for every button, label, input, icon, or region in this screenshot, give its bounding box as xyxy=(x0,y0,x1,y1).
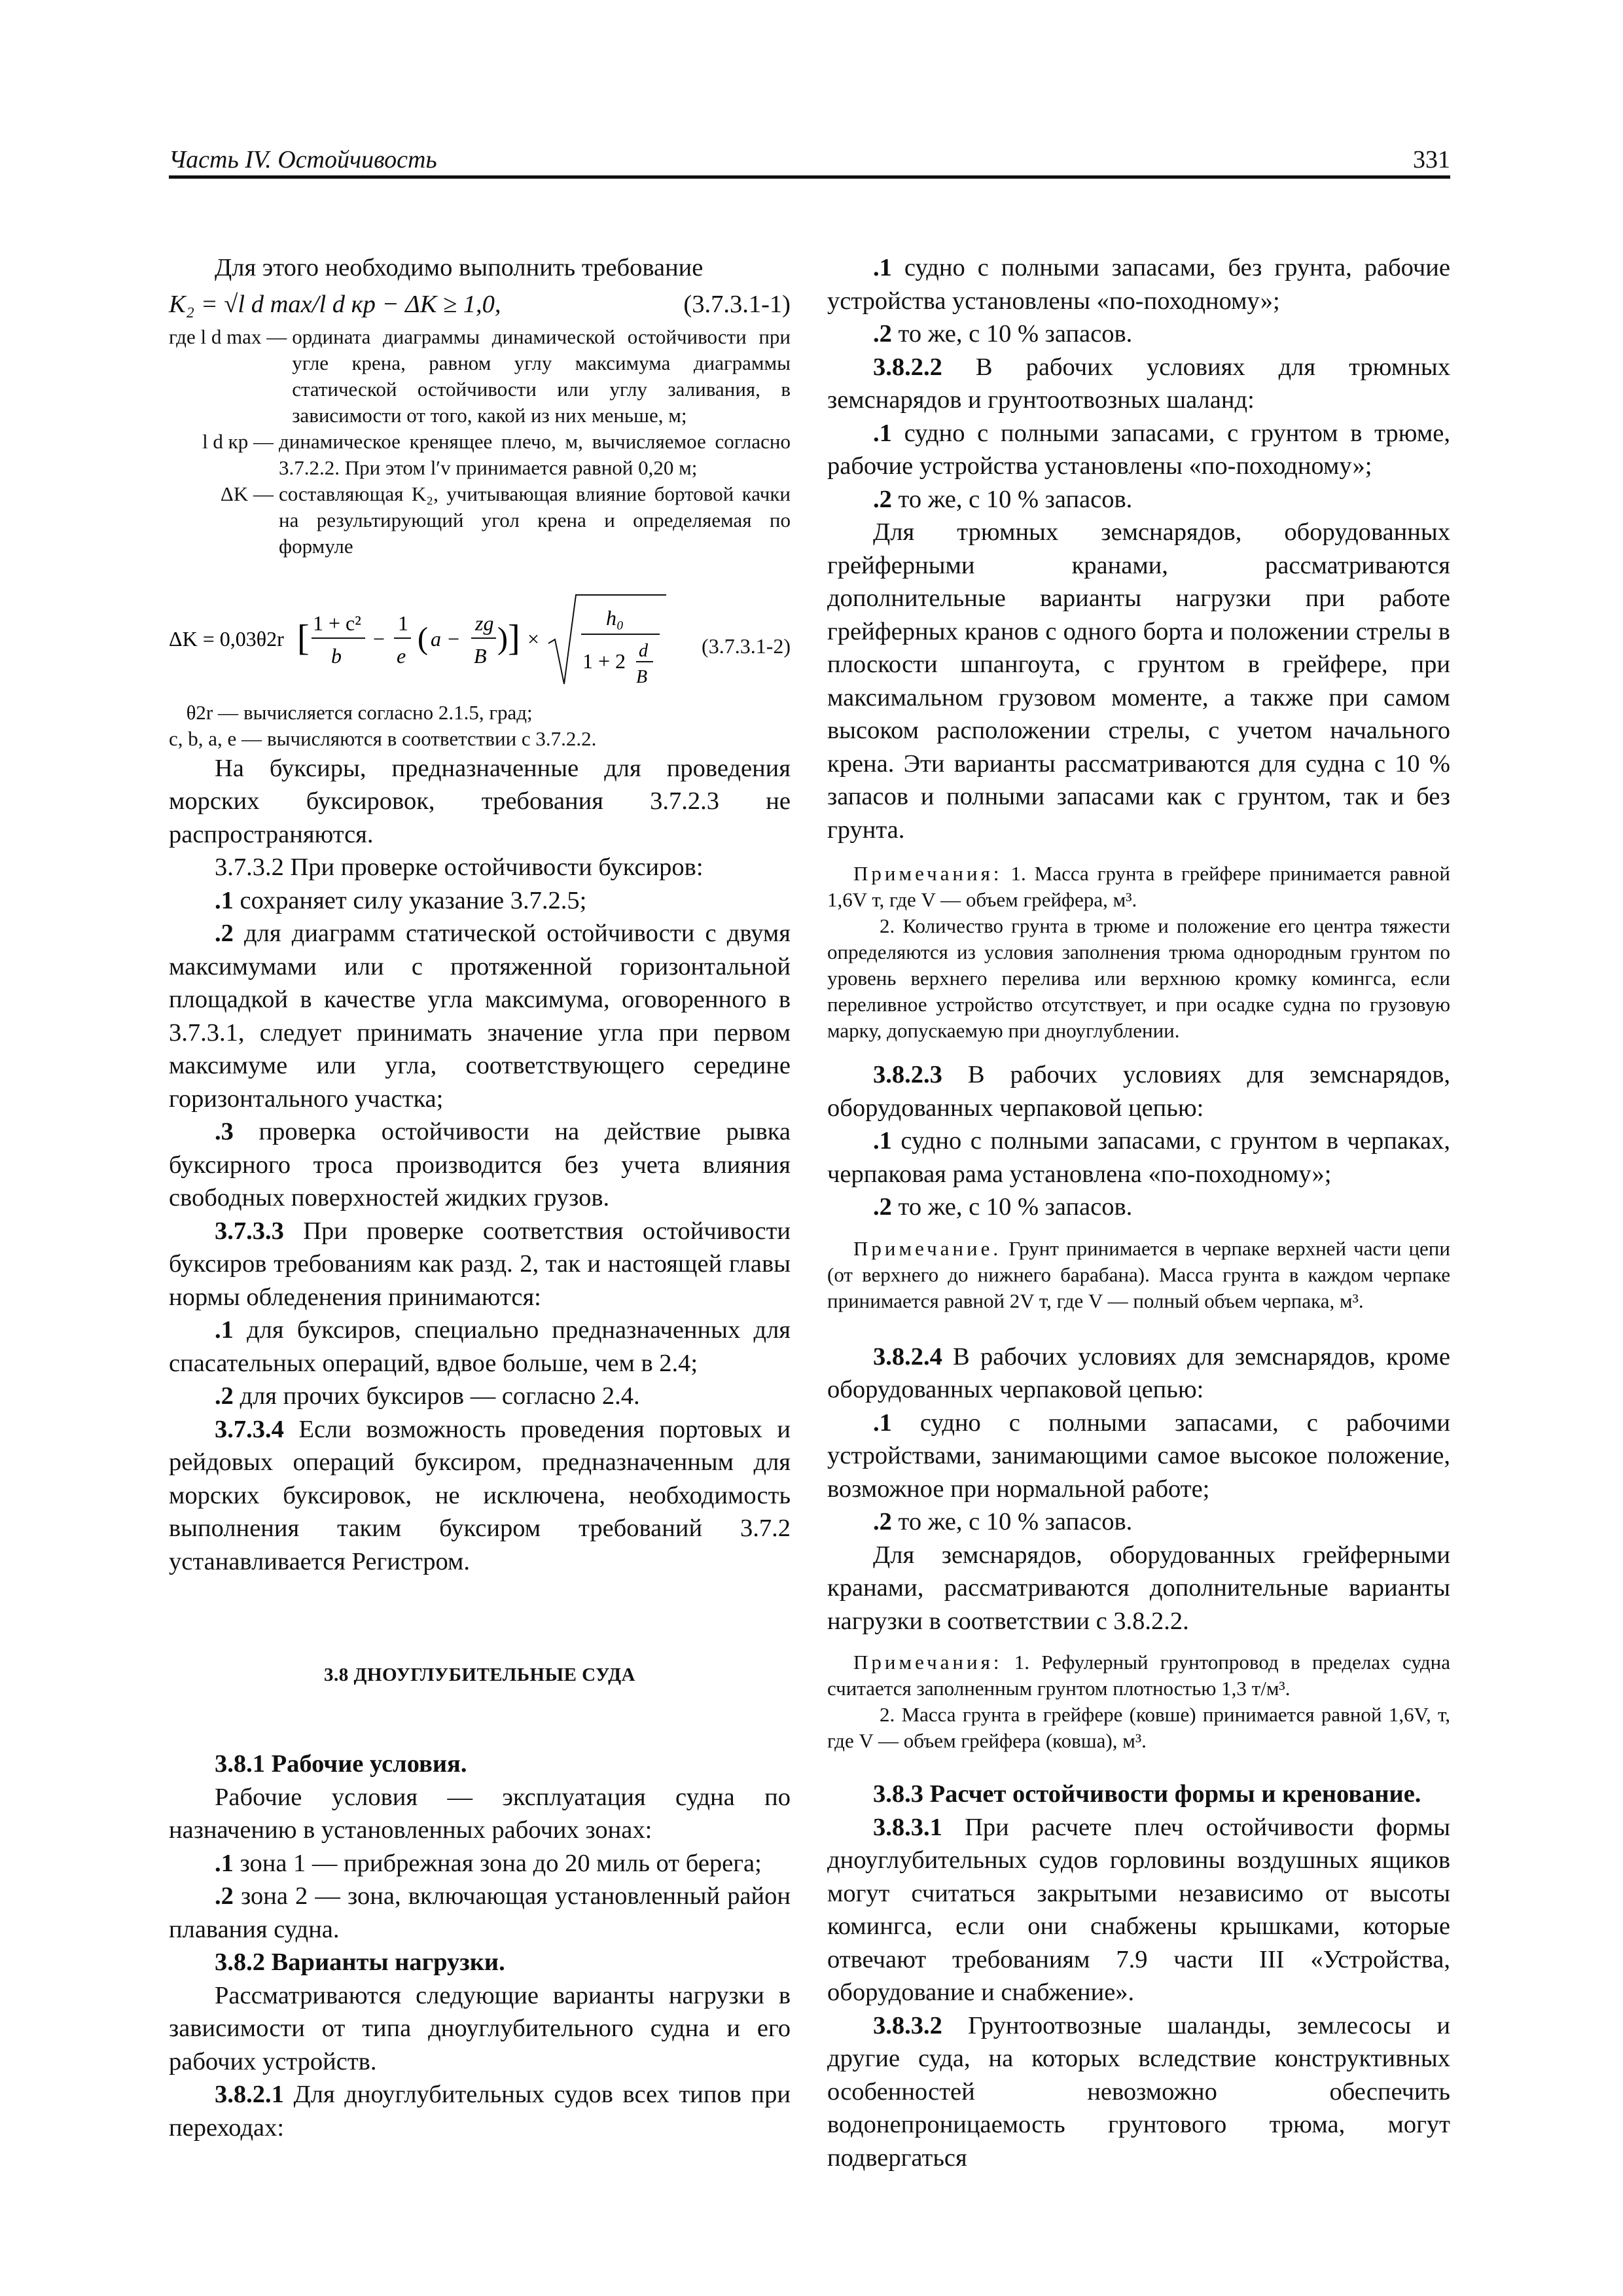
paragraph xyxy=(827,1811,1450,2009)
paragraph: Рассматриваются следующие варианты нагрузки в зависимости от типа дноуглубительного судна и его рабочих устройств. xyxy=(169,1981,791,2075)
note-label: Примечание. xyxy=(853,1236,1002,1260)
item-number: .3 xyxy=(215,1118,234,1145)
paragraph xyxy=(169,1880,791,1946)
paragraph xyxy=(827,251,1450,317)
paragraph xyxy=(827,1191,1450,1224)
note: 2. Количество грунта в трюме и положение его центра тяжести определяются из условия заполнения трюма однородным грунтом по уровень верхнего перелива или верхнюю кромку комингса, если переливное устройство отсутствует, и при осадке судна по грузовую марку, допускаемую при дноуглублении. xyxy=(827,914,1450,1042)
clause-number: 3.7.3.2 xyxy=(215,853,284,881)
frac1-denominator: b xyxy=(331,643,342,668)
clause-text: При проверке остойчивости буксиров: xyxy=(283,853,704,881)
root-den-numerator: d xyxy=(639,640,648,661)
minus-sign: − xyxy=(373,626,385,651)
paragraph xyxy=(827,1124,1450,1191)
item-text: зона 1 — прибрежная зона до 20 миль от берега; xyxy=(233,1849,762,1877)
definition-term: где l d max — xyxy=(169,325,287,348)
clause-text: При проверке соответствия остойчивости буксиров требованиям как разд. 2, так и настоящей главы нормы обледенения принимаются: xyxy=(169,1217,791,1311)
page-number: 331 xyxy=(1413,146,1450,173)
bracket-right: ] xyxy=(508,617,520,658)
definition-term: c, b, a, e — xyxy=(169,726,262,750)
paragraph: Для земснарядов, оборудованных грейферными кранами, рассматриваются дополнительные варианты нагрузки в соответствии с 3.8.2.2. xyxy=(827,1541,1450,1635)
formula-number: (3.7.3.1-1) xyxy=(683,290,791,318)
subsection-heading: 3.8.1 Рабочие условия. xyxy=(215,1750,467,1778)
definitions-list xyxy=(169,324,791,560)
item-number: .1 xyxy=(873,1127,892,1155)
clause-number: 3.8.2.1 xyxy=(215,2081,284,2108)
item-number: .2 xyxy=(873,320,892,348)
clause-text: При расчете плеч остойчивости формы дноуглубительных судов горловины воздушных ящиков могут считаться закрытыми независимо от высоты комингса, если они снабжены крышками, которые отвечают требованиям 7.9 части III «Устройства, оборудование и снабжение». xyxy=(827,1813,1450,2006)
item-text: для буксиров, специально предназначенных для спасательных операций, вдвое больше, чем в 2.4; xyxy=(169,1316,791,1377)
left-column xyxy=(169,251,791,2144)
definition-item xyxy=(169,429,791,481)
item-number: .2 xyxy=(215,920,234,947)
root-numerator: h₀ xyxy=(606,605,624,630)
paragraph xyxy=(827,417,1450,483)
paragraph xyxy=(827,1058,1450,1124)
paren-right: ) xyxy=(497,620,508,656)
item-number: .2 xyxy=(873,1508,892,1535)
clause-text: В рабочих условиях для земснарядов, кроме оборудованных черпаковой цепью: xyxy=(827,1342,1450,1403)
clause-number: 3.8.2.2 xyxy=(873,353,942,381)
paragraph xyxy=(169,1115,791,1215)
section-heading: 3.8 ДНОУГЛУБИТЕЛЬНЫЕ СУДА xyxy=(324,1664,635,1685)
times-sign: × xyxy=(527,626,540,651)
formula-expression: K₂ = √l d max/l d кр − ΔK ≥ 1,0, xyxy=(169,290,501,318)
item-text: то же, с 10 % запасов. xyxy=(891,1193,1133,1221)
paragraph xyxy=(827,317,1450,351)
note: 2. Масса грунта в грейфере (ковше) принимается равной 1,6V, т, где V — объем грейфера (ковша), м³. xyxy=(827,1703,1450,1752)
paragraph xyxy=(827,483,1450,516)
item-number: .1 xyxy=(873,254,892,281)
clause-text: Грунтоотвозные шаланды, землесосы и другие суда, на которых вследствие конструктивных особенностей невозможно обеспечить водонепроницаемость грунтового трюма, могут подвергаться xyxy=(827,2011,1450,2172)
paragraph xyxy=(169,1215,791,1314)
paragraph xyxy=(169,1847,791,1880)
item-text: проверка остойчивости на действие рывка буксирного троса производится без учета влияния свободных поверхностей жидких грузов. xyxy=(169,1118,791,1211)
clause-text: В рабочих условиях для трюмных земснарядов и грунтоотвозных шаланд: xyxy=(827,353,1450,414)
item-number: .1 xyxy=(215,1316,234,1344)
note xyxy=(827,861,1450,913)
formula-3-7-3-1-2 xyxy=(169,575,791,700)
paragraph: Рабочие условия — эксплуатация судна по назначению в установленных рабочих зонах: xyxy=(169,1783,791,1844)
paragraph xyxy=(827,1407,1450,1506)
item-text: для прочих буксиров — согласно 2.4. xyxy=(233,1382,640,1410)
frac2-numerator: 1 xyxy=(398,611,408,635)
header-rule xyxy=(169,175,1450,179)
formula-3-7-3-1-1 xyxy=(169,285,791,324)
paragraph xyxy=(169,851,791,884)
definition-term: ΔK — xyxy=(220,482,274,505)
note xyxy=(827,1649,1450,1702)
root-den-denominator: B xyxy=(636,666,648,687)
paragraph: На буксиры, предназначенные для проведения морских буксировок, требования 3.7.2.3 не распространяются. xyxy=(169,754,791,848)
clause-number: 3.8.2.3 xyxy=(873,1061,942,1088)
root-denominator: 1 + 2 xyxy=(582,649,626,673)
note-text: 1. Масса грунта в грейфере принимается равной 1,6V т, где V — объем грейфера, м³. xyxy=(827,862,1450,911)
clause-text: Для дноуглубительных судов всех типов при переходах: xyxy=(169,2081,791,2142)
definition-text: вычисляется согласно 2.1.5, град; xyxy=(243,700,533,724)
clause-text: В рабочих условиях для земснарядов, оборудованных черпаковой цепью: xyxy=(827,1061,1450,1122)
definition-item xyxy=(169,324,791,429)
definition-text: ордината диаграммы динамической остойчивости при угле крена, равном углу максимума диаграммы статической остойчивости или углу заливания, в зависимости от того, какой из них меньше, м; xyxy=(292,325,791,427)
definition-item xyxy=(169,700,791,726)
paragraph xyxy=(169,2078,791,2144)
clause-number: 3.8.3.1 xyxy=(873,1813,942,1841)
item-text: для диаграмм статической остойчивости с двумя максимумами или с протяженной горизонтальной площадкой в качестве угла максимума, оговоренного в 3.7.3.1, следует принимать значение угла при первом максимуме или угла, соответствующего середине горизонтального участка; xyxy=(169,920,791,1113)
item-number: .1 xyxy=(873,1408,892,1437)
definition-term: l d кр — xyxy=(202,429,274,453)
frac3-denominator: B xyxy=(474,643,487,668)
item-text: сохраняет силу указание 3.7.2.5; xyxy=(233,886,587,914)
item-text: то же, с 10 % запасов. xyxy=(891,1508,1133,1535)
paragraph xyxy=(169,1413,791,1579)
item-number: .2 xyxy=(873,485,892,513)
paragraph xyxy=(827,2009,1450,2175)
frac1-numerator: 1 + c² xyxy=(313,611,361,635)
frac3-numerator: zg xyxy=(475,611,494,635)
frac2-denominator: e xyxy=(397,643,406,668)
note-text: Грунт принимается в черпаке верхней части цепи (от верхнего до нижнего барабана). Масса грунта в каждом черпаке принимается равной 2V т, где V — полный объем черпака, м³. xyxy=(827,1236,1450,1312)
subsection-heading: 3.8.2 Варианты нагрузки. xyxy=(215,1948,505,1976)
item-number: .1 xyxy=(873,419,892,447)
subsection-heading: 3.8.3 Расчет остойчивости формы и кренование. xyxy=(873,1780,1421,1808)
paragraph: Для этого необходимо выполнить требование xyxy=(215,254,704,281)
item-text: то же, с 10 % запасов. xyxy=(891,320,1133,348)
note-label: Примечания: xyxy=(853,862,1003,885)
paragraph: Для трюмных земснарядов, оборудованных грейферными кранами, рассматриваются дополнительные варианты нагрузки при работе грейферных кранов с одного борта и положении стрелы в плоскости шпангоута, с грунтом в грейфере, при максимальном грузовом моменте, а также при самом высоком расположении стрелы, с учетом начального крена. Эти варианты рассматриваются для судна с 10 % запасов и полными запасами как с грунтом, так и без грунта. xyxy=(827,518,1450,844)
formula-number: (3.7.3.1-2) xyxy=(702,634,791,658)
definition-text: вычисляются в соответствии с 3.7.2.2. xyxy=(267,726,597,750)
note xyxy=(827,1236,1450,1314)
formula-lead: ΔK = 0,03θ2r xyxy=(169,626,284,651)
formula-drawing xyxy=(169,575,666,700)
note-label: Примечания: xyxy=(853,1651,1003,1674)
paragraph xyxy=(827,1505,1450,1539)
bracket-left: [ xyxy=(297,617,310,658)
clause-number: 3.7.3.4 xyxy=(215,1415,284,1443)
definition-term: θ2r — xyxy=(186,700,238,724)
paragraph xyxy=(827,351,1450,417)
item-text: судно с полными запасами, без грунта, рабочие устройства установлены «по-походному»; xyxy=(827,254,1450,315)
item-text: судно с полными запасами, с грунтом в черпаках, черпаковая рама установлена «по-походному»; xyxy=(827,1127,1450,1188)
right-column xyxy=(827,251,1450,2174)
item-text: судно с полными запасами, с грунтом в трюме, рабочие устройства установлены «по-походному»; xyxy=(827,419,1450,480)
item-number: .1 xyxy=(215,1849,234,1877)
definition-text: составляющая K₂, учитывающая влияние бортовой качки на результирующий угол крена и определяемая по формуле xyxy=(279,482,791,558)
paren-left: ( xyxy=(418,620,428,656)
item-number: .2 xyxy=(215,1882,234,1910)
item-text: то же, с 10 % запасов. xyxy=(891,485,1133,513)
clause-number: 3.8.3.2 xyxy=(873,2011,942,2039)
item-number: .2 xyxy=(873,1193,892,1221)
paragraph xyxy=(169,1314,791,1380)
paragraph xyxy=(169,884,791,918)
paragraph xyxy=(827,1340,1450,1407)
running-title: Часть IV. Остойчивость xyxy=(169,146,437,173)
definition-item xyxy=(169,726,791,752)
item-text: судно с полными запасами, с рабочими устройствами, занимающими самое высокое положение, возможное при нормальной работе; xyxy=(827,1408,1450,1503)
clause-number: 3.8.2.4 xyxy=(873,1342,942,1371)
clause-number: 3.7.3.3 xyxy=(215,1217,284,1245)
item-text: зона 2 — зона, включающая установленный район плавания судна. xyxy=(169,1882,791,1943)
note-text: 1. Рефулерный грунтопровод в пределах судна считается заполненным грунтом плотностью 1,3 т/м³. xyxy=(827,1651,1450,1700)
inner-term: a − xyxy=(431,626,461,651)
paragraph xyxy=(169,917,791,1115)
item-number: .1 xyxy=(215,886,234,914)
definitions-list xyxy=(169,700,791,752)
definition-item xyxy=(169,481,791,560)
paragraph xyxy=(169,1380,791,1413)
clause-text: Если возможность проведения портовых и рейдовых операций буксиром, предназначенным для морских буксировок, не исключена, необходимость выполнения таким буксиром требований 3.7.2 устанавливается Регистром. xyxy=(169,1415,791,1575)
item-number: .2 xyxy=(215,1382,234,1410)
page-header xyxy=(169,143,1450,179)
definition-text: динамическое кренящее плечо, м, вычисляемое согласно 3.7.2.2. При этом l′v принимается равной 0,20 м; xyxy=(279,429,791,479)
